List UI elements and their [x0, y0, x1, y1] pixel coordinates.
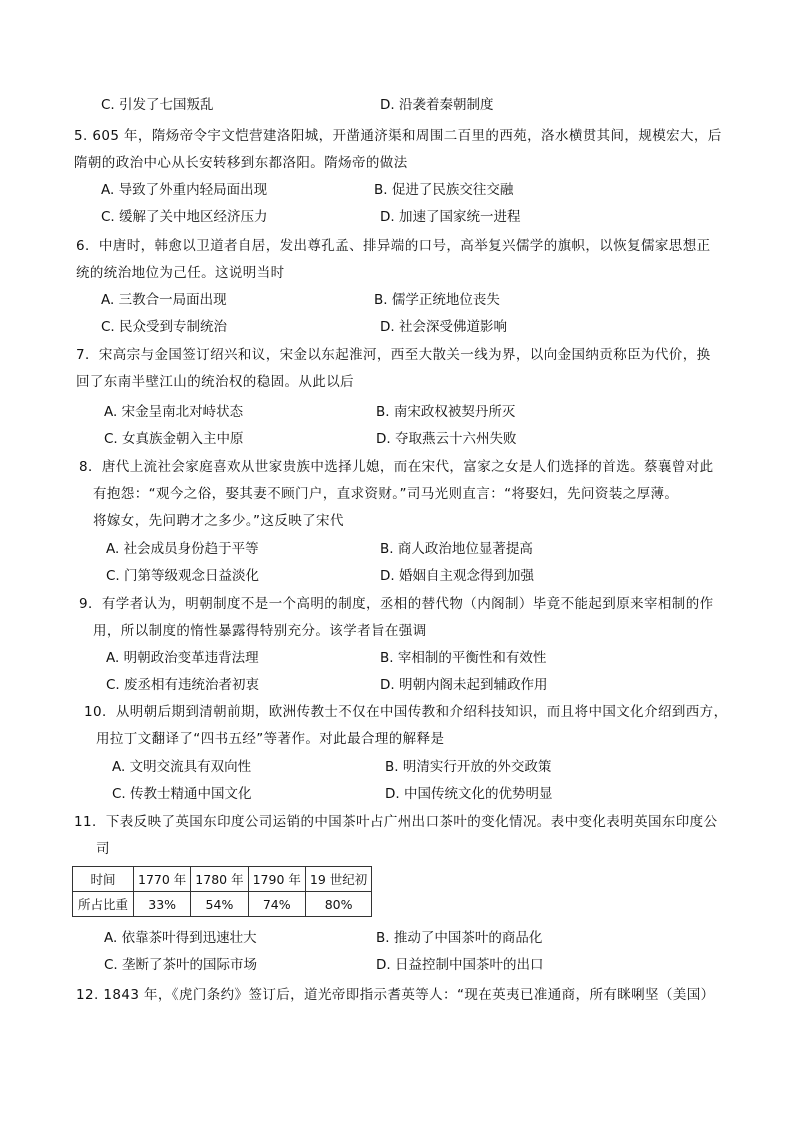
q9-option-b: B. 宰相制的平衡性和有效性	[380, 650, 547, 666]
table-header-cell: 19 世纪初	[305, 867, 371, 892]
q8-stem-line3: 将嫁女，先问聘才之多少。”这反映了宋代	[93, 513, 344, 529]
q9-option-c: C. 废丞相有违统治者初衷	[106, 677, 260, 693]
table-row	[73, 892, 372, 917]
q8-option-c: C. 门第等级观念日益淡化	[106, 568, 260, 584]
table-cell: 33%	[134, 892, 191, 917]
q11-data-table	[72, 866, 372, 917]
q5-stem-line1: 5. 605 年，隋炀帝令宇文恺营建洛阳城，开凿通济渠和周围二百里的西苑，洛水横贯其间，规模宏大，后	[74, 128, 722, 144]
table-cell: 74%	[248, 892, 305, 917]
table-cell: 80%	[305, 892, 371, 917]
q5-option-b: B. 促进了民族交往交融	[374, 182, 514, 198]
q10-stem-line1: 10．从明朝后期到清朝前期，欧洲传教士不仅在中国传教和介绍科技知识，而且将中国文化介绍到西方，	[84, 704, 728, 720]
q4-option-d: D. 沿袭着秦朝制度	[380, 97, 494, 113]
table-header-cell: 时间	[73, 867, 134, 892]
q8-stem-line1: 8．唐代上流社会家庭喜欢从世家贵族中选择儿媳，而在宋代，富家之女是人们选择的首选。蔡襄曾对此	[79, 459, 714, 475]
q4-option-c: C. 引发了七国叛乱	[101, 97, 214, 113]
q11-stem-line1: 11．下表反映了英国东印度公司运销的中国茶叶占广州出口茶叶的变化情况。表中变化表明英国东印度公	[74, 814, 718, 830]
q7-stem-line2: 回了东南半壁江山的统治权的稳固。从此以后	[76, 374, 354, 390]
table-header-cell: 1770 年	[134, 867, 191, 892]
q11-stem-line2: 司	[96, 841, 110, 857]
q10-stem-line2: 用拉丁文翻译了“四书五经”等著作。对此最合理的解释是	[96, 731, 445, 747]
q9-option-a: A. 明朝政治变革违背法理	[106, 650, 259, 666]
q8-option-a: A. 社会成员身份趋于平等	[106, 541, 259, 557]
q6-option-c: C. 民众受到专制统治	[101, 319, 228, 335]
q10-option-c: C. 传教士精通中国文化	[112, 786, 252, 802]
q5-option-d: D. 加速了国家统一进程	[380, 209, 521, 225]
q7-stem-line1: 7．宋高宗与金国签订绍兴和议，宋金以东起淮河，西至大散关一线为界，以向金国纳贡称臣为代价，换	[76, 347, 711, 363]
table-cell: 54%	[191, 892, 248, 917]
q9-option-d: D. 明朝内阁未起到辅政作用	[380, 677, 548, 693]
q5-option-c: C. 缓解了关中地区经济压力	[101, 209, 268, 225]
q7-option-d: D. 夺取燕云十六州失败	[376, 431, 517, 447]
q10-option-d: D. 中国传统文化的优势明显	[385, 786, 553, 802]
table-header-cell: 1780 年	[191, 867, 248, 892]
table-header-cell: 1790 年	[248, 867, 305, 892]
q6-option-a: A. 三教合一局面出现	[101, 292, 227, 308]
q11-option-c: C. 垄断了茶叶的国际市场	[104, 957, 258, 973]
table-cell: 所占比重	[73, 892, 134, 917]
q8-option-d: D. 婚姻自主观念得到加强	[380, 568, 534, 584]
q6-option-d: D. 社会深受佛道影响	[380, 319, 507, 335]
q9-stem-line2: 用，所以制度的惰性暴露得特别充分。该学者旨在强调	[93, 623, 427, 639]
q10-option-a: A. 文明交流具有双向性	[112, 759, 252, 775]
q6-stem-line1: 6．中唐时，韩愈以卫道者自居，发出尊孔孟、排异端的口号，高举复兴儒学的旗帜，以恢复儒家思想正	[76, 238, 711, 254]
q7-option-c: C. 女真族金朝入主中原	[104, 431, 244, 447]
q9-stem-line1: 9．有学者认为，明朝制度不是一个高明的制度，丞相的替代物（内阁制）毕竟不能起到原来宰相制的作	[79, 596, 714, 612]
q8-option-b: B. 商人政治地位显著提高	[380, 541, 533, 557]
q8-stem-line2: 有抱怨：“观今之俗，娶其妻不顾门户，直求资财。”司马光则直言：“将娶妇，先问资装之厚薄。	[93, 486, 679, 502]
q10-option-b: B. 明清实行开放的外交政策	[385, 759, 552, 775]
q7-option-a: A. 宋金呈南北对峙状态	[104, 404, 244, 420]
q6-option-b: B. 儒学正统地位丧失	[374, 292, 500, 308]
q6-stem-line2: 统的统治地位为己任。这说明当时	[76, 265, 285, 281]
q12-stem-line1: 12. 1843 年，《虎门条约》签订后，道光帝即指示耆英等人：“现在英夷已准通商，所有眯唎坚（美国）	[76, 987, 715, 1003]
q5-stem-line2: 隋朝的政治中心从长安转移到东都洛阳。隋炀帝的做法	[74, 155, 408, 171]
table-header-row	[73, 867, 372, 892]
q11-option-a: A. 依靠茶叶得到迅速壮大	[104, 930, 257, 946]
q5-option-a: A. 导致了外重内轻局面出现	[101, 182, 268, 198]
q11-option-b: B. 推动了中国茶叶的商品化	[376, 930, 543, 946]
q11-option-d: D. 日益控制中国茶叶的出口	[376, 957, 544, 973]
q7-option-b: B. 南宋政权被契丹所灭	[376, 404, 516, 420]
